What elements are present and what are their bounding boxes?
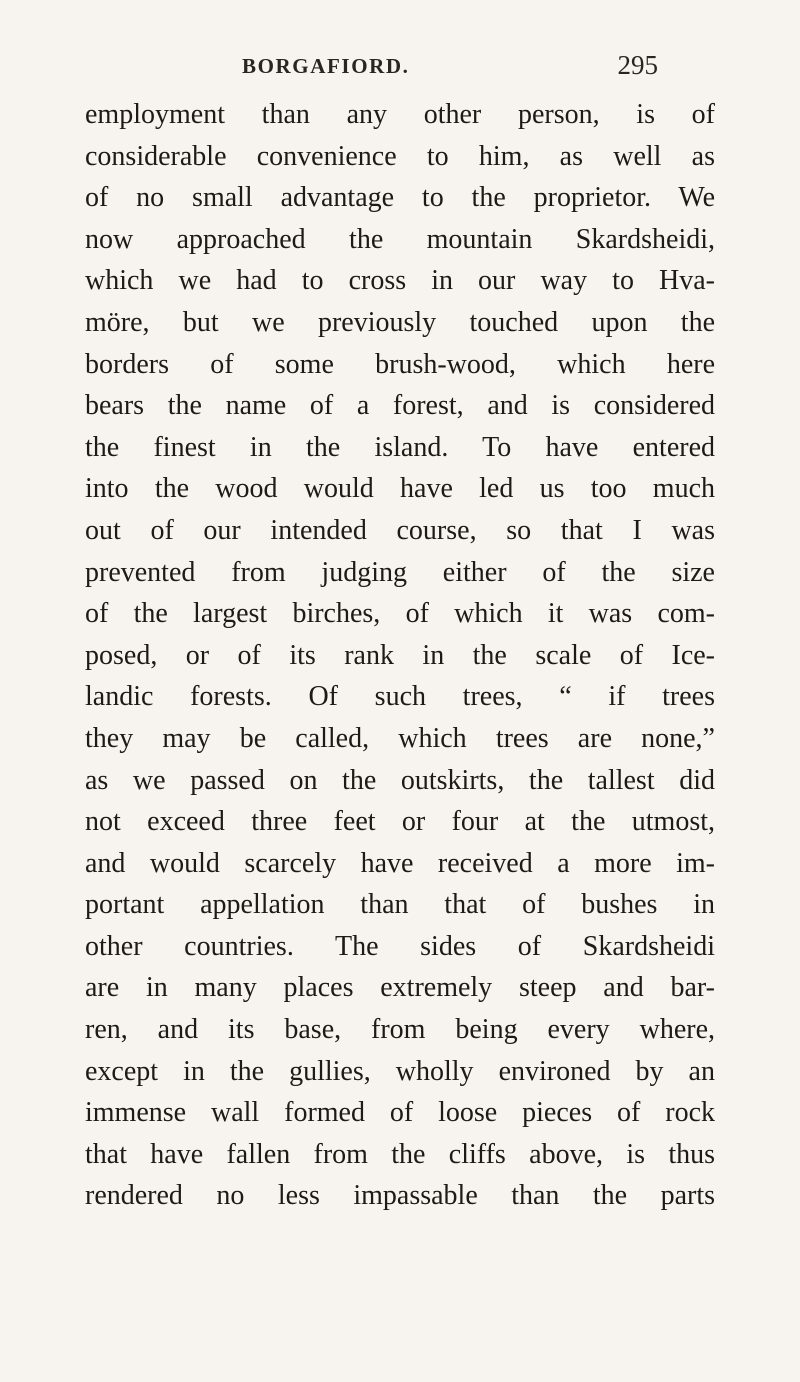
page-number: 295: [617, 50, 658, 80]
text-line: posed, or of its rank in the scale of Ice-: [85, 639, 715, 671]
text-line: möre, but we previously touched upon the: [85, 306, 715, 338]
text-line: not exceed three feet or four at the utmost,: [85, 806, 715, 838]
text-line: bears the name of a forest, and is considered: [85, 390, 715, 422]
text-line: into the wood would have led us too much: [85, 473, 715, 505]
text-line: considerable convenience to him, as well as: [85, 140, 715, 172]
text-line: landic forests. Of such trees, “ if trees: [85, 681, 715, 713]
text-line: except in the gullies, wholly environed by an: [85, 1055, 715, 1087]
text-line: rendered no less impassable than the parts: [85, 1180, 715, 1212]
text-line: which we had to cross in our way to Hva-: [85, 265, 715, 297]
text-line: are in many places extremely steep and bar-: [85, 972, 715, 1004]
text-line: as we passed on the outskirts, the tallest did: [85, 764, 715, 796]
text-line: employment than any other person, is of: [85, 99, 715, 130]
text-line: of the largest birches, of which it was com-: [85, 598, 715, 630]
text-line: of no small advantage to the proprietor. We: [85, 182, 715, 214]
text-line: out of our intended course, so that I was: [85, 514, 715, 546]
text-line: borders of some brush-wood, which here: [85, 348, 715, 380]
text-line: prevented from judging either of the size: [85, 556, 715, 588]
page-header: [242, 50, 658, 90]
text-line: ren, and its base, from being every where,: [85, 1014, 715, 1046]
running-head: BORGAFIORD.: [242, 54, 410, 78]
text-line: other countries. The sides of Skardsheidi: [85, 930, 715, 962]
text-line: portant appellation than that of bushes in: [85, 889, 715, 921]
text-line: and would scarcely have received a more im-: [85, 847, 715, 879]
text-line: that have fallen from the cliffs above, is thus: [85, 1138, 715, 1170]
text-line: immense wall formed of loose pieces of rock: [85, 1097, 715, 1129]
body-text: [85, 94, 715, 1217]
text-line: now approached the mountain Skardsheidi,: [85, 223, 715, 255]
text-line: the finest in the island. To have entered: [85, 431, 715, 463]
text-line: they may be called, which trees are none,”: [85, 722, 715, 754]
